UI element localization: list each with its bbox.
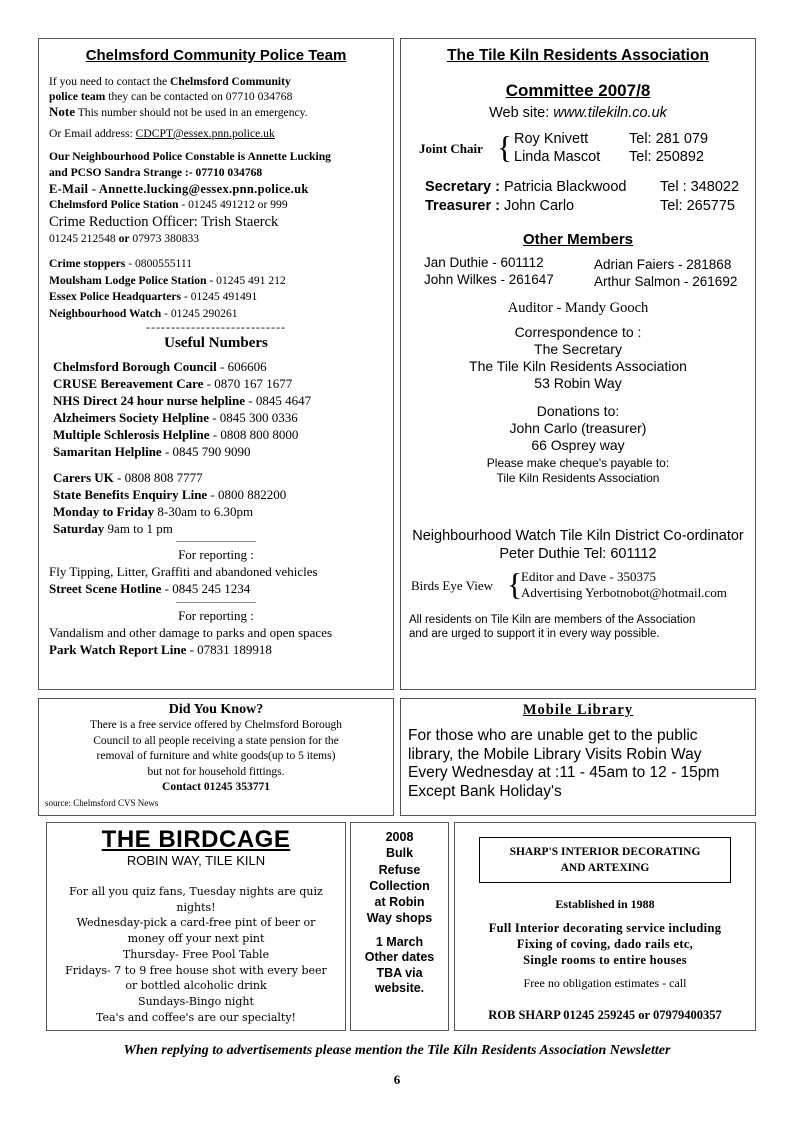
did-you-know-text: There is a free service offered by Chelmsford Borough Council to all people receiving a state pension for the removal of furniture and white goods(up to 5 items) but not for household fittings. Contact 01245 353771: [45, 718, 387, 796]
useful-numbers-title: Useful Numbers: [164, 335, 268, 351]
address-line: John Carlo (treasurer): [509, 420, 647, 436]
npc-line2: and PCSO Sandra Strange :- 07710 034768: [49, 166, 263, 179]
did-you-know-contact: Contact 01245 353771: [162, 781, 270, 793]
list-item: Arthur Salmon - 261692: [594, 274, 738, 289]
nw-coordinator: Neighbourhood Watch Tile Kiln District Co-ordinator: [412, 528, 744, 544]
list-item: Monday to Friday 8-30am to 6.30pm: [53, 504, 254, 519]
address-line: Donations to:: [536, 403, 620, 419]
birds-eye-label: Birds Eye View: [411, 578, 494, 593]
other-members-title: Other Members: [522, 231, 634, 248]
useful-numbers-list-2: [49, 469, 383, 537]
birdcage-ad: [46, 822, 346, 1031]
did-you-know-panel: [38, 698, 394, 816]
officers-block: [409, 179, 747, 219]
list-item: Chelmsford Borough Council - 606606: [53, 359, 267, 374]
birds-eye-line: Editor and Dave - 350375: [521, 569, 657, 584]
list-item: Multiple Schlerosis Helpline - 0808 800 8000: [53, 427, 299, 442]
address-line: The Secretary: [534, 341, 622, 357]
list-item: Neighbourhood Watch - 01245 290261: [49, 306, 238, 320]
birdcage-subtitle: ROBIN WAY, TILE KILN: [126, 853, 266, 868]
auditor: Auditor - Mandy Gooch: [507, 300, 649, 316]
all-residents-note: All residents on Tile Kiln are members of the Association and are urged to support it in every way possible.: [409, 614, 696, 640]
refuse-text: 2008 Bulk Refuse Collection at Robin Way shops: [366, 830, 433, 926]
footer-note: When replying to advertisements please mention the Tile Kiln Residents Association Newsletter: [123, 1043, 671, 1058]
list-item: NHS Direct 24 hour nurse helpline - 0845 4647: [53, 393, 312, 408]
list-item: Carers UK - 0808 808 7777: [53, 470, 203, 485]
police-contacts-list: [49, 256, 383, 322]
mobile-library-text: For those who are unable get to the public library, the Mobile Library Visits Robin Way Every Wednesday at :11 - 45am to 12 - 15pm Except Bank Holiday's: [408, 727, 720, 800]
brace-icon: {: [497, 129, 513, 165]
police-note: Note This number should not be used in an emergency.: [49, 104, 308, 119]
birds-eye-line: Advertising Yerbotnobot@hotmail.com: [521, 585, 727, 600]
cheques-block: Please make cheque's payable to: Tile Kiln Residents Association: [486, 456, 670, 485]
tile-kiln-panel: [400, 38, 756, 690]
website-line: Web site: www.tilekiln.co.uk: [489, 105, 667, 121]
list-item: Crime stoppers - 0800555111: [49, 257, 193, 270]
police-panel: [38, 38, 394, 690]
address-line: 66 Osprey way: [531, 437, 625, 453]
page-number: 6: [393, 1072, 401, 1087]
treasurer-line: Treasurer : John Carlo: [425, 198, 575, 214]
list-item: Adrian Faiers - 281868: [594, 257, 732, 272]
sharps-established: Established in 1988: [555, 897, 655, 911]
park-watch-line: Park Watch Report Line - 07831 189918: [49, 642, 272, 657]
list-item: Essex Police Headquarters - 01245 491491: [49, 290, 258, 303]
list-item: Samaritan Helpline - 0845 790 9090: [53, 444, 251, 459]
npc-line1: Our Neighbourhood Police Constable is Annette Lucking: [49, 150, 331, 163]
address-line: The Tile Kiln Residents Association: [469, 358, 687, 374]
correspondence-block: [409, 324, 747, 392]
committee-heading: Committee 2007/8: [505, 81, 651, 100]
reporting-text: Fly Tipping, Litter, Graffiti and abandoned vehicles: [49, 564, 318, 579]
police-station: Chelmsford Police Station - 01245 491212 or 999: [49, 198, 288, 211]
list-item: Alzheimers Society Helpline - 0845 300 0336: [53, 410, 298, 425]
chair-name: Linda Mascot: [514, 149, 601, 165]
dashes-divider: ----------------------------: [146, 320, 286, 334]
treasurer-tel: Tel: 265775: [660, 198, 735, 214]
sharps-contact: ROB SHARP 01245 259245 or 07979400357: [488, 1008, 722, 1022]
chair-tel: Tel: 250892: [629, 149, 704, 165]
reporting-text: Vandalism and other damage to parks and open spaces: [49, 625, 333, 640]
sharps-ad: [454, 822, 756, 1031]
list-item: State Benefits Enquiry Line - 0800 882200: [53, 487, 287, 502]
brace-icon: {: [507, 566, 523, 602]
police-contact-line2: police team they can be contacted on 07710 034768: [49, 90, 293, 103]
address-line: Correspondence to :: [514, 324, 642, 340]
tile-kiln-title: The Tile Kiln Residents Association: [447, 47, 709, 64]
refuse-collection-panel: [350, 822, 449, 1031]
birds-eye-block: [409, 566, 747, 605]
joint-chair-block: [409, 131, 747, 169]
list-item: Moulsham Lodge Police Station - 01245 491 212: [49, 273, 286, 287]
website-link[interactable]: www.tilekiln.co.uk: [553, 105, 667, 121]
mobile-library-title: Mobile Library: [522, 702, 634, 718]
other-members-list: [409, 254, 747, 290]
divider: [176, 602, 256, 603]
chair-name: Roy Knivett: [514, 131, 589, 147]
street-scene-hotline: Street Scene Hotline - 0845 245 1234: [49, 581, 251, 596]
joint-chair-label: Joint Chair: [419, 141, 483, 156]
nw-name: Peter Duthie Tel: 601112: [499, 546, 657, 562]
police-title: Chelmsford Community Police Team: [85, 47, 347, 64]
sharps-title-box: SHARP'S INTERIOR DECORATING AND ARTEXING: [479, 837, 731, 883]
reporting-heading: For reporting :: [178, 608, 254, 623]
birdcage-title: THE BIRDCAGE: [101, 826, 291, 853]
birdcage-text: For all you quiz fans, Tuesday nights are quiz nights! Wednesday-pick a card-free pint of beer or money off your next pint Thursday- Free Pool Table Fridays- 7 to 9 free house shot with every beer or bottled alcoholic drink Sundays-Bingo night Tea's and coffee's are our specialty!: [65, 885, 327, 1024]
donations-block: [409, 403, 747, 454]
police-email-line: Or Email address: CDCPT@essex.pnn.police.uk: [49, 127, 275, 140]
chair-tel: Tel: 281 079: [629, 131, 709, 147]
list-item: CRUSE Bereavement Care - 0870 167 1677: [53, 376, 293, 391]
crime-reduction-phones: 01245 212548 or 07973 380833: [49, 232, 200, 245]
nw-block: [409, 527, 747, 563]
did-you-know-source: source: Chelmsford CVS News: [45, 797, 159, 808]
divider: [176, 541, 256, 542]
reporting-heading: For reporting :: [178, 547, 254, 562]
did-you-know-title: Did You Know?: [168, 702, 264, 717]
police-email-link[interactable]: CDCPT@essex.pnn.police.uk: [135, 127, 275, 140]
sharps-estimates: Free no obligation estimates - call: [523, 976, 687, 990]
mobile-library-panel: [400, 698, 756, 816]
list-item: Jan Duthie - 601112: [424, 255, 544, 270]
list-item: John Wilkes - 261647: [424, 272, 554, 287]
sharps-services: Full Interior decorating service including Fixing of coving, dado rails etc, Single rooms to entire houses: [488, 921, 722, 967]
secretary-line: Secretary : Patricia Blackwood: [425, 179, 627, 195]
useful-numbers-list: [49, 358, 383, 460]
npc-email: E-Mail - Annette.lucking@essex.pnn.police.uk: [49, 182, 309, 196]
refuse-dates: 1 March Other dates TBA via website.: [364, 934, 435, 996]
police-contact-line: If you need to contact the Chelmsford Community: [49, 75, 291, 88]
secretary-tel: Tel : 348022: [660, 179, 740, 195]
crime-reduction: Crime Reduction Officer: Trish Staerck: [49, 214, 279, 230]
list-item: Saturday 9am to 1 pm: [53, 521, 173, 536]
address-line: 53 Robin Way: [534, 375, 622, 391]
